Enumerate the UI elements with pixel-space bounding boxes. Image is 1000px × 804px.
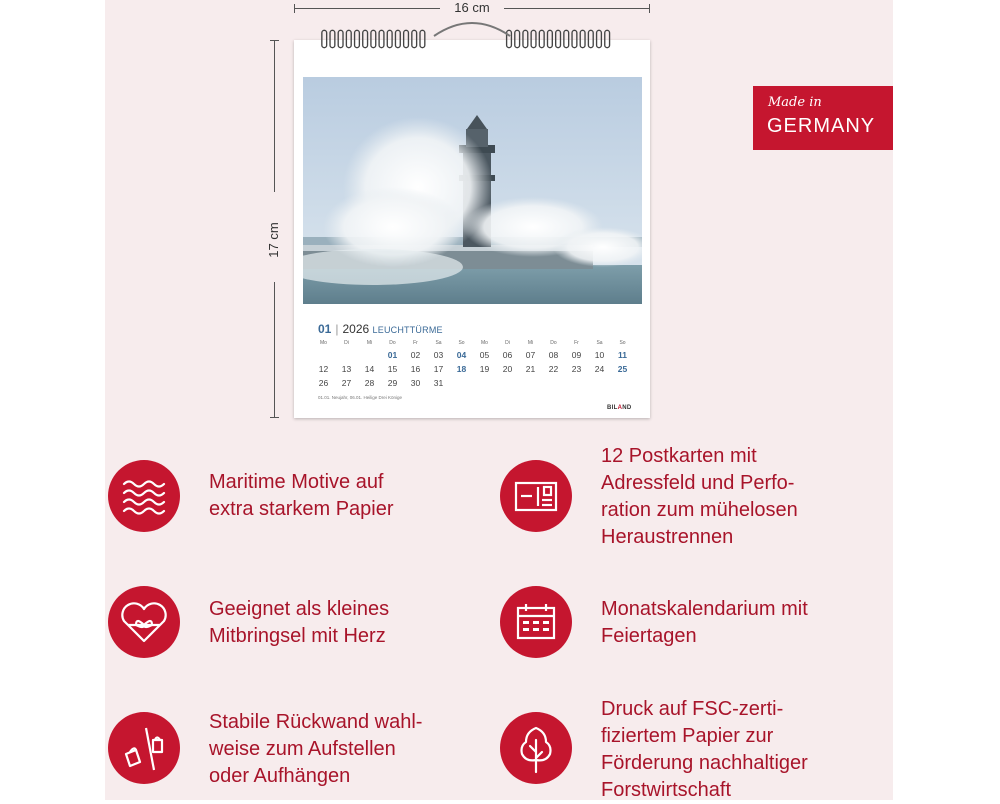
binding-ring: [531, 30, 536, 47]
badge-country-text: GERMANY: [767, 115, 876, 137]
feature-text-paper: Maritime Motive auf extra starkem Papier: [209, 471, 394, 520]
binding-ring: [564, 30, 569, 47]
calendar-day: 06: [502, 350, 513, 360]
brand-logo: BILAND: [607, 405, 632, 411]
feature-text-calendarium: Monatskalendarium mit Feiertagen: [601, 598, 808, 647]
calendar-day: 03: [433, 350, 444, 360]
calendar-day: 25: [617, 364, 628, 374]
calendar-day: 18: [456, 364, 467, 374]
binding-ring: [322, 30, 327, 47]
calendar-day: 08: [548, 350, 559, 360]
calendar-day: 27: [341, 378, 352, 388]
weekday-label: Do: [550, 340, 557, 346]
calendar-preview: [294, 40, 650, 418]
binding-ring: [515, 30, 520, 47]
binding-ring: [412, 30, 417, 47]
calendar-day: 14: [364, 364, 375, 374]
weekday-label: Sa: [596, 340, 603, 346]
calendar-day: 12: [318, 364, 329, 374]
calendar-day: 04: [456, 350, 467, 360]
weekday-label: Mo: [320, 340, 327, 346]
binding-ring: [379, 30, 384, 47]
binding-ring: [355, 30, 360, 47]
calendar-icon: [500, 586, 572, 658]
binding-ring: [338, 30, 343, 47]
calendar-day: 10: [594, 350, 605, 360]
weekday-label: So: [458, 340, 465, 346]
calendar-day: 30: [410, 378, 421, 388]
weekday-label: Fr: [574, 340, 579, 346]
calendar-day: 19: [479, 364, 490, 374]
tree-icon: [500, 712, 572, 784]
badge-script-text: Made in: [768, 95, 822, 110]
calendar-day: 21: [525, 364, 536, 374]
weekday-label: Di: [505, 340, 510, 346]
height-dimension-tick: [270, 40, 279, 41]
feature-text-fsc: Druck auf FSC-zerti- fiziertem Papier zur Förderung nachhaltiger Forstwirtschaft: [601, 698, 808, 801]
binding-ring: [404, 30, 409, 47]
binding-ring: [580, 30, 585, 47]
weekday-label: Mi: [366, 340, 373, 346]
binding-ring: [371, 30, 376, 47]
calendar-day: 16: [410, 364, 421, 374]
weekday-label: Do: [389, 340, 396, 346]
waves-icon: [108, 460, 180, 532]
weekday-label: Fr: [413, 340, 418, 346]
feature-text-gift: Geeignet als kleines Mitbringsel mit Herz: [209, 598, 390, 647]
binding-ring: [395, 30, 400, 47]
calendar-day: 29: [387, 378, 398, 388]
calendar-day: 02: [410, 350, 421, 360]
binding-ring: [588, 30, 593, 47]
binding-ring: [387, 30, 392, 47]
calendar-day: 01: [387, 350, 398, 360]
calendar-holiday-note: 01.01. Neujahr, 06.01. Heilige Drei Könige: [318, 395, 403, 400]
lighthouse-photo: [303, 77, 642, 304]
calendar-year: 2026: [342, 322, 370, 336]
binding-ring: [420, 30, 425, 47]
calendar-day: 26: [318, 378, 329, 388]
binding-ring: [597, 30, 602, 47]
calendar-day: 15: [387, 364, 398, 374]
calendar-day: 17: [433, 364, 444, 374]
feature-text-postcards: 12 Postkarten mit Adressfeld und Perfo- ration zum mühelosen Heraustrennen: [601, 445, 798, 548]
width-dimension-tick: [649, 4, 650, 13]
calendar-month: 01: [318, 322, 332, 336]
calendar-day: 23: [571, 364, 582, 374]
calendar-day: 22: [548, 364, 559, 374]
calendar-day: 24: [594, 364, 605, 374]
calendar-day: 07: [525, 350, 536, 360]
binding-ring: [605, 30, 610, 47]
weekday-label: Mo: [481, 340, 488, 346]
calendar-day: 20: [502, 364, 513, 374]
calendar-theme: LEUCHTTÜRME: [372, 325, 443, 335]
binding-ring: [572, 30, 577, 47]
calendar-day: 09: [571, 350, 582, 360]
weekday-label: Sa: [435, 340, 442, 346]
feature-text-backboard: Stabile Rückwand wahl- weise zum Aufstellen oder Aufhängen: [209, 711, 423, 787]
binding-ring: [539, 30, 544, 47]
binding-ring: [523, 30, 528, 47]
hanger-hook: [432, 16, 512, 40]
height-dimension-label: 17 cm: [266, 222, 281, 258]
stand-icon: [108, 712, 180, 784]
postcard-icon: [500, 460, 572, 532]
height-dimension-tick: [270, 417, 279, 418]
binding-ring: [556, 30, 561, 47]
calendar-day: 13: [341, 364, 352, 374]
width-dimension-tick: [294, 4, 295, 13]
binding-ring: [548, 30, 553, 47]
calendar-day: 05: [479, 350, 490, 360]
weekday-label: Di: [344, 340, 349, 346]
heart-gift-icon: [108, 586, 180, 658]
width-dimension-label: 16 cm: [440, 0, 504, 15]
binding-ring: [346, 30, 351, 47]
made-in-germany-badge: [753, 86, 893, 150]
calendar-day: 31: [433, 378, 444, 388]
binding-ring: [330, 30, 335, 47]
weekday-label: So: [619, 340, 626, 346]
calendar-day: 11: [618, 350, 627, 360]
weekday-label: Mi: [527, 340, 534, 346]
binding-ring: [363, 30, 368, 47]
calendar-heading: 01 | 2026 LEUCHTTÜRME: [318, 322, 443, 336]
calendar-day: 28: [364, 378, 375, 388]
